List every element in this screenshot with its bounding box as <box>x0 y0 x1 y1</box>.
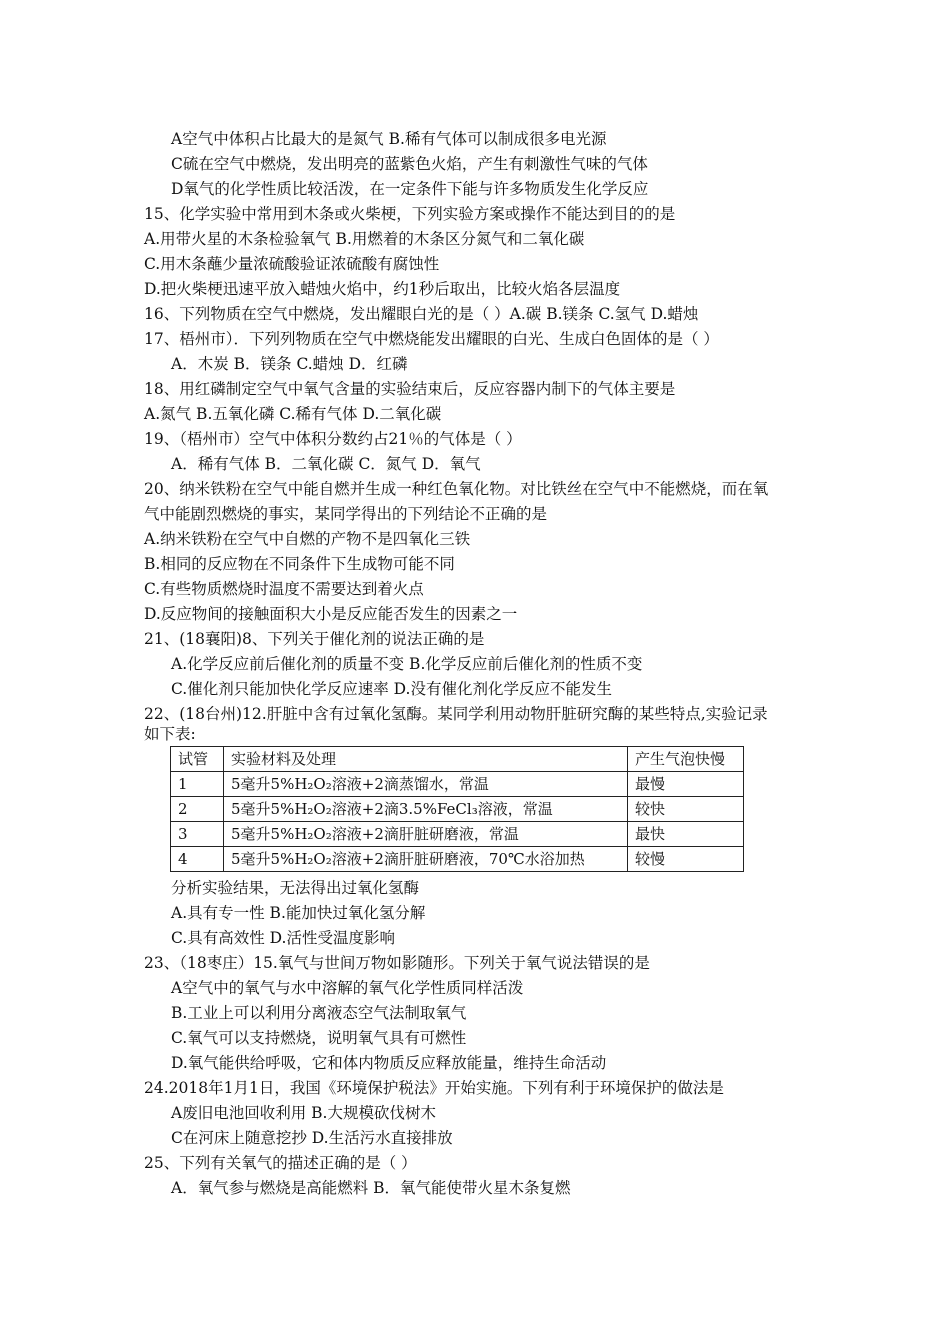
options-22: A.具有专一性 B.能加快过氧化氢分解 <box>171 904 426 922</box>
text-line: 如下表: <box>144 725 196 743</box>
text-line: D.反应物间的接触面积大小是反应能否发生的因素之一 <box>144 605 518 623</box>
text-line: B.相同的反应物在不同条件下生成物可能不同 <box>144 555 455 573</box>
table-cell: 最慢 <box>628 772 744 797</box>
table-cell: 5毫升5%H₂O₂溶液+2滴肝脏研磨液，70℃水浴加热 <box>224 847 628 872</box>
table-cell: 4 <box>171 847 224 872</box>
question-19: 19、（梧州市）空气中体积分数约占21％的气体是（ ） <box>144 430 522 448</box>
text-line: D.氧气能供给呼吸，它和体内物质反应释放能量，维持生命活动 <box>171 1054 607 1072</box>
options-21: A.化学反应前后催化剂的质量不变 B.化学反应前后催化剂的性质不变 <box>171 655 643 673</box>
table-row <box>171 797 744 822</box>
question-21: 21、(18襄阳)8、下列关于催化剂的说法正确的是 <box>144 630 485 648</box>
text-line: 分析实验结果，无法得出过氧化氢酶 <box>171 879 420 897</box>
text-line: 气中能剧烈燃烧的事实，某同学得出的下列结论不正确的是 <box>144 505 548 523</box>
question-18: 18、用红磷制定空气中氧气含量的实验结束后，反应容器内制下的气体主要是 <box>144 380 676 398</box>
table-header-row <box>171 747 744 772</box>
table-header: 实验材料及处理 <box>224 747 628 772</box>
text-line: A.纳米铁粉在空气中自燃的产物不是四氧化三铁 <box>144 530 471 548</box>
options-24: A废旧电池回收利用 B.大规模砍伐树木 <box>171 1104 436 1122</box>
table-cell: 1 <box>171 772 224 797</box>
options-24: C在河床上随意挖抄 D.生活污水直接排放 <box>171 1129 453 1147</box>
question-15: 15、化学实验中常用到木条或火柴梗，下列实验方案或操作不能达到目的的是 <box>144 205 676 223</box>
text-line: B.工业上可以利用分离液态空气法制取氧气 <box>171 1004 467 1022</box>
table-cell: 3 <box>171 822 224 847</box>
options-21: C.催化剂只能加快化学反应速率 D.没有催化剂化学反应不能发生 <box>171 680 612 698</box>
table-cell: 5毫升5%H₂O₂溶液+2滴肝脏研磨液，常温 <box>224 822 628 847</box>
question-16: 16、下列物质在空气中燃烧，发出耀眼白光的是（ ）A.碳 B.镁条 C.氢气 D.蜡烛 <box>144 305 699 323</box>
text-line: D氧气的化学性质比较活泼，在一定条件下能与许多物质发生化学反应 <box>171 180 649 198</box>
table-cell: 5毫升5%H₂O₂溶液+2滴蒸馏水，常温 <box>224 772 628 797</box>
table-row <box>171 822 744 847</box>
options-17: A．木炭 B．镁条 C.蜡烛 D．红磷 <box>171 355 408 373</box>
text-line: C.有些物质燃烧时温度不需要达到着火点 <box>144 580 424 598</box>
options-18: A.氮气 B.五氧化磷 C.稀有气体 D.二氧化碳 <box>144 405 442 423</box>
options-22: C.具有高效性 D.活性受温度影响 <box>171 929 395 947</box>
question-24: 24.2018年1月1日，我国《环境保护税法》开始实施。下列有利于环境保护的做法是 <box>144 1079 724 1097</box>
question-25: 25、下列有关氧气的描述正确的是（ ） <box>144 1154 417 1172</box>
question-20: 20、纳米铁粉在空气中能自燃并生成一种红色氧化物。对比铁丝在空气中不能燃烧，而在氧 <box>144 480 769 498</box>
question-17: 17、梧州市）．下列列物质在空气中燃烧能发出耀眼的白光、生成白色固体的是（ ） <box>144 330 719 348</box>
text-line: A空气中体积占比最大的是氮气 B.稀有气体可以制成很多电光源 <box>171 130 607 148</box>
table-cell: 2 <box>171 797 224 822</box>
table-header: 试管 <box>171 747 224 772</box>
experiment-table <box>170 746 744 872</box>
options-19: A．稀有气体 B．二氧化碳 C．氮气 D．氧气 <box>171 455 481 473</box>
options-25: A．氧气参与燃烧是高能燃料 B．氧气能使带火星木条复燃 <box>171 1179 571 1197</box>
text-line: D.把火柴梗迅速平放入蜡烛火焰中，约1秒后取出，比较火焰各层温度 <box>144 280 621 298</box>
table-row <box>171 772 744 797</box>
text-line: C.用木条蘸少量浓硫酸验证浓硫酸有腐蚀性 <box>144 255 440 273</box>
table-cell: 较慢 <box>628 847 744 872</box>
question-23: 23、（18枣庄）15.氧气与世间万物如影随形。下列关于氧气说法错误的是 <box>144 954 650 972</box>
table-row <box>171 847 744 872</box>
text-line: C.氧气可以支持燃烧，说明氧气具有可燃性 <box>171 1029 467 1047</box>
table-header: 产生气泡快慢 <box>628 747 744 772</box>
table-cell: 最快 <box>628 822 744 847</box>
question-22: 22、(18台州)12.肝脏中含有过氧化氢酶。某同学利用动物肝脏研究酶的某些特点,实验记录 <box>144 705 768 723</box>
text-line: C硫在空气中燃烧，发出明亮的蓝紫色火焰，产生有刺激性气味的气体 <box>171 155 648 173</box>
table-cell: 5毫升5%H₂O₂溶液+2滴3.5%FeCl₃溶液，常温 <box>224 797 628 822</box>
text-line: A空气中的氧气与水中溶解的氧气化学性质同样活泼 <box>171 979 524 997</box>
text-line: A.用带火星的木条检验氧气 B.用燃着的木条区分氮气和二氧化碳 <box>144 230 585 248</box>
table-cell: 较快 <box>628 797 744 822</box>
